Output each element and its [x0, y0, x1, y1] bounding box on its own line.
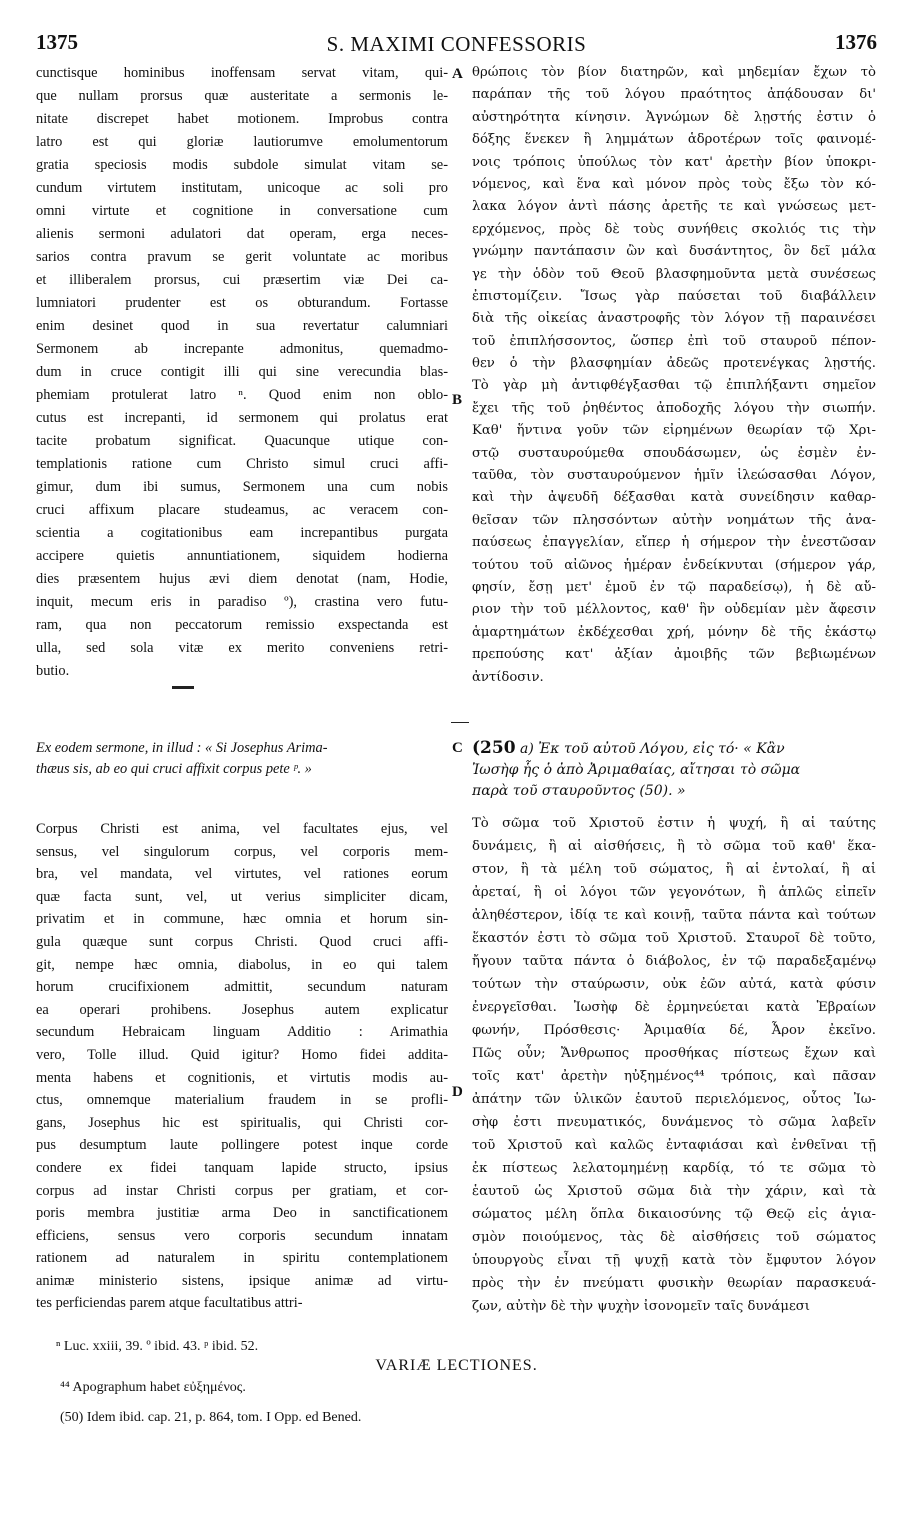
margin-marker-c: C	[452, 740, 463, 756]
text-line: ἑαυτοῦ ὡς Χριστοῦ σῶμα διὰ τὴν χάριν, καὶ τὰ	[472, 1184, 876, 1199]
greek-heading-line-2: Ἰωσὴφ ἧς ὁ ἀπὸ Ἀριμαθαίας, αἴτησαι τὸ σῶμα	[472, 762, 801, 778]
text-line: θρώποις τὸν βίον διατηρῶν, καὶ μηδεμίαν ἔχων τὸ	[472, 65, 876, 80]
text-line: cunctisque hominibus inoffensam servat vitam, qui-	[36, 65, 448, 81]
text-line: gula quæque sunt corpus Christi. Quod cruci affi-	[36, 933, 448, 950]
latin-heading-line-2: thæus sis, ab eo qui cruci affixit corpus pete ᵖ. »	[36, 761, 312, 777]
text-line: ἐπιστομίζειν. Ἴσως γὰρ παύσεται τοῦ διαβάλλειν	[472, 288, 876, 304]
latin-column-bottom	[36, 818, 448, 1315]
text-line: ἀπάτην τῶν ὑλικῶν ἑαυτοῦ περιελόμενος, οὗτος Ἰω-	[472, 1092, 876, 1107]
text-line: ἤγουν ταῦτα πάντα ὁ διάβολος, ἐν τῷ παραδεξαμένῳ	[472, 954, 876, 969]
text-line: privatim et in commune, hæc omnia et horum sin-	[36, 911, 448, 928]
text-line: πρὸς τὴν ἐν πνεύματι φυσικὴν θεωρίαν παρασκευά-	[472, 1276, 876, 1291]
text-line: scientia a cogitationibus eam increpantibus purgata	[36, 525, 448, 541]
text-line: ἁμαρτημάτων ἐκδέχεσθαι χρή, μόνην δὲ τῆς ἑκάστῳ	[472, 624, 876, 640]
text-line: enim desinet quod in sua revertatur calumniari	[36, 318, 448, 334]
text-line: αὐστηρότητα κίνησιν. Ἀγνώμων δὲ λῃστής ἐστιν ὁ	[472, 109, 876, 125]
text-line: horum crucifixionem admittit, secundum naturam	[36, 979, 448, 996]
text-line: bra, vel mandata, vel virtutes, vel rationes eorum	[36, 866, 448, 883]
text-line: ἀντίδοσιν.	[472, 669, 544, 685]
margin-marker-a: A	[452, 66, 463, 82]
text-line: alienis sermoni adulatori dat operam, erga neces-	[36, 226, 448, 242]
text-line: animæ ministerio sistens, ipsique animæ ad virtu-	[36, 1272, 448, 1289]
text-line: τοῦ Χριστοῦ καὶ καλῶς ἐνταφιάσαι καὶ ἐνθεῖναι τῇ	[472, 1138, 876, 1153]
text-line: τούτου τοῦ αἰῶνος ἡμέραν ἐνδείκνυται (σήμερον γάρ,	[472, 557, 876, 573]
end-mark	[172, 686, 194, 689]
text-line: que nullam prorsus quæ austeritate a sermonis le-	[36, 88, 448, 104]
text-line: ἐκ πίστεως λελατομημένῃ καρδίᾳ, τό τε σῶμα τὸ	[472, 1161, 876, 1176]
text-line: Τὸ σῶμα τοῦ Χριστοῦ ἐστιν ἡ ψυχή, ἢ αἱ ταύτης	[472, 816, 876, 831]
text-line: ctus, omnemque materialium fraudem in se profli-	[36, 1092, 448, 1109]
text-line: Corpus Christi est anima, vel facultates ejus, vel	[36, 821, 448, 837]
text-line: πρεπούσης κατ' ἀξίαν ἀμοιβῆς τῶν βεβιωμένων	[472, 647, 876, 663]
text-line: rationem ad naturalem in spiritu contemplationem	[36, 1250, 448, 1267]
latin-heading-line-1: Ex eodem sermone, in illud : « Si Josephus Arima-	[36, 740, 328, 756]
page-number-right: 1376	[835, 30, 877, 54]
text-line: παύσεως ἐπαγγελίαν, εἴπερ ἡ σήμερον τὴν ἐνεστῶσαν	[472, 535, 876, 551]
text-line: vero, Tolle illud. Quid igitur? Homo fidei addita-	[36, 1046, 448, 1063]
text-line: δόξης ἕνεκεν ἢ λημμάτων ἁδροτέρων τοῖς φαινομέ-	[472, 132, 876, 148]
text-line: ἔχει τῆς τοῦ ῥηθέντος ἀποδοχῆς λόγου τὴν σιωπήν.	[472, 400, 876, 416]
text-line: θεν ὁ τὴν βλασφημίαν ἀδεῶς προτενέγκας λῃστής.	[472, 356, 876, 372]
text-line: νοις τρόποις ὑπούλως τὸν κατ' ἀρετὴν βίον ὑποκρι-	[472, 154, 876, 170]
running-title: S. MAXIMI CONFESSORIS	[326, 32, 587, 56]
text-line: ἕκαστόν ἐστι τὸ σῶμα τοῦ Χριστοῦ. Σταυροῖ δὲ τοῦτο,	[472, 931, 876, 946]
variant-note-2: (50) Idem ibid. cap. 21, p. 864, tom. I Opp. ed Bened.	[60, 1410, 362, 1425]
text-line: sensus, vel singulorum corpus, vel corporis mem-	[36, 843, 448, 860]
text-line: φωνήν, Πρόσθεσις· Ἀριμαθία δέ, Ἆρον ἐκεῖνο.	[472, 1023, 876, 1038]
text-line: στῷ συσταυρούμεθα σπουδάσωμεν, ὡς ἐσμὲν ἐν-	[472, 445, 876, 461]
text-line: cruci affixum placare studeamus, ac veracem con-	[36, 502, 448, 518]
text-line: omni virtute et cognitione in conversatione cum	[36, 203, 448, 219]
text-line: dum in cruce contigit illi qui sine verecundia blas-	[36, 364, 448, 380]
text-line: νόμενος, καὶ ἕνα καὶ μόνον πρὸς τοὺς ἔξω τὸν κό-	[472, 176, 876, 192]
latin-column-top	[36, 62, 448, 683]
text-line: δυνάμεις, ἢ αἱ αἰσθήσεις, ἢ τὸ σῶμα τοῦ καθ' ἕκα-	[472, 839, 876, 854]
greek-column-top	[472, 62, 876, 689]
text-line: ἐνεργεῖσθαι. Ἰωσὴφ δὲ ἑρμηνεύεται κατὰ Ἑβραίων	[472, 1000, 876, 1015]
text-line: pus desumptum laute pollingere potest inque corde	[36, 1137, 448, 1154]
text-line: corpus ad instar Christi corpus per gratiam, et cor-	[36, 1182, 448, 1199]
text-line: efficiens, sensus vero corporis secundum innatam	[36, 1227, 448, 1244]
text-line: accipere quietis annuntiationem, siquidem hodierna	[36, 548, 448, 564]
text-line: ζων, αὐτὴν δὲ τὴν ψυχὴν ἰσονομεῖν ταῖς δυνάμεσι	[472, 1299, 810, 1314]
text-line: λακα λόγον ἀντὶ πάσης ἀρετῆς τε καὶ γνώσεως μετ-	[472, 199, 876, 215]
text-line: τούτων τὴν σταύρωσιν, οὐκ ἐῶν αὐτά, κατὰ φύσιν	[472, 977, 876, 992]
text-line: condere ex fidei tanquam lapide structo, ipsius	[36, 1159, 448, 1176]
text-line: Πῶς οὖν; Ἄνθρωπος προσθήκας πίστεως ἔχων καὶ	[472, 1046, 876, 1061]
text-line: nitate discrepet habet motionem. Improbus contra	[36, 111, 448, 127]
text-line: et illiberalem prorsus, cui præsertim viæ Dei ca-	[36, 272, 448, 288]
text-line: gans, Josephus hic est spiritualis, qui Christi cor-	[36, 1114, 448, 1131]
variae-lectiones-title: VARIÆ LECTIONES.	[375, 1357, 538, 1374]
text-line: σμὸν ποιούμενος, τὰς δὲ αἰσθήσεις τοῦ σώματος	[472, 1230, 876, 1245]
text-line: git, nempe hæc omnia, diabolus, in eo qui talem	[36, 956, 448, 973]
text-line: τοῦ ἐπιπλήσσοντος, ὥσπερ ἐπὶ τοῦ σταυροῦ πέπον-	[472, 333, 876, 349]
page-header	[0, 30, 913, 64]
text-line: καὶ τὴν ἀψευδῆ δέξασθαι κατὰ συνείδησιν καθαρ-	[472, 490, 876, 506]
text-line: latro est qui gloriæ lautiorumve emolumentorum	[36, 134, 448, 150]
variant-note-1: ⁴⁴ Apographum habet εὐξημένος.	[60, 1380, 246, 1395]
text-line: ulla, sed sola vitæ ex merito conveniens retri-	[36, 640, 448, 656]
text-line: θεῖσαν τῶν πλησσόντων αὐτὴν νοημάτων τῆς ἀνα-	[472, 512, 876, 528]
text-line: cutus est increpanti, id sermonem qui prolatus erat	[36, 410, 448, 426]
text-line: ταῦθα, τὸν συσταυρούμενον ἡμῖν ἱλεώσασθαι Λόγον,	[472, 468, 876, 484]
latin-section-heading	[36, 738, 448, 780]
text-line: ριον τὴν τοῦ μέλλοντος, καθ' ἣν οὐδεμίαν μὲν ἄφεσιν	[472, 602, 876, 618]
text-line: quæ facta sunt, vel, ut verius simpliciter dicam,	[36, 888, 448, 905]
text-line: τοῖς κατ' ἀρετὴν ηὐξημένος⁴⁴ τρόποις, καὶ πᾶσαν	[472, 1069, 876, 1084]
text-line: σώματος μέλη ὅπλα δικαιοσύνης τῷ Θεῷ εἰς ἁγια-	[472, 1207, 876, 1222]
text-line: lumniatori prudenter est os obturandum. Fortasse	[36, 295, 448, 311]
text-line: sarios contra pravum se gerit voluntate ac moribus	[36, 249, 448, 265]
page-number-left: 1375	[36, 30, 78, 54]
text-line: διὰ τῆς οἰκείας ἀναστροφῆς τὸν λόγον τῇ παραινέσει	[472, 311, 876, 327]
text-line: ram, qua non peccatorum remissio exspectanda est	[36, 617, 448, 633]
text-line: tes perficiendas parem atque facultatibus attri-	[36, 1295, 303, 1312]
text-line: φησίν, ἔσῃ μετ' ἐμοῦ ἐν τῷ παραδείσῳ), ἡ δὲ αὔ-	[472, 579, 876, 595]
margin-marker-d: D	[452, 1084, 463, 1100]
text-line: γε τὴν ὁδὸν τοῦ Θεοῦ βλασφημοῦντα μετὰ συνέσεως	[472, 266, 876, 282]
section-number: (250	[472, 738, 516, 758]
text-line: στον, ἢ τὰ μέλη τοῦ σώματος, ἢ αἱ ἐντολαί, ἢ αἱ	[472, 862, 876, 877]
text-line: Τὸ γὰρ μὴ ἀντιφθέγξασθαι τῷ ἐπιπλήξαντι σημεῖον	[472, 378, 876, 394]
text-line: γνώμην παντάπασιν ὢν καὶ δυσάντητος, ὃν δεῖ μάλα	[472, 244, 876, 260]
greek-heading-line-1: a) Ἐκ τοῦ αὐτοῦ Λόγου, εἰς τό· « Κἂν	[520, 741, 785, 757]
text-line: dies præsentem hujus ævi diem denotat (nam, Hodie,	[36, 571, 448, 587]
text-line: Καθ' ἥντινα γοῦν τῶν εἰρημένων θεωρίαν τῷ Χρι-	[472, 423, 876, 439]
text-line: menta habens et cognitionis, et virtutis modis au-	[36, 1069, 448, 1086]
text-line: σὴφ ἐστι πνευματικός, δυνάμενος τὸ σῶμα λαβεῖν	[472, 1115, 876, 1130]
text-line: ἀληθέστερον, ἰδίᾳ τε καὶ κοινῇ, ταῦτα πάντα καὶ τούτων	[472, 908, 876, 923]
text-line: gratia speciosis modis subdole simulat vitam se-	[36, 157, 448, 173]
text-line: ἀρεταί, ἢ οἱ λόγοι τῶν γεγονότων, ἢ ἁπλῶς εἰπεῖν	[472, 885, 876, 900]
text-line: ερχόμενος, πρὸς δὲ τοὺς συνήθεις σκολιός τις τὴν	[472, 221, 876, 237]
text-line: ea operari prohibens. Josephus autem explicatur	[36, 1001, 448, 1018]
text-line: ὑπουργοὺς εἶναι τῇ ψυχῇ κατὰ τὸν ἔμφυτον λόγον	[472, 1253, 876, 1268]
text-line: inquit, mecum eris in paradiso º), crastina vero futu-	[36, 594, 448, 610]
text-line: cundum virtutem institutam, unicoque ac soli pro	[36, 180, 448, 196]
text-line: Sermonem ab increpante admonitus, quemadmo-	[36, 341, 448, 357]
margin-marker-b: B	[452, 392, 463, 408]
text-line: poris membra justitiæ arma Deo in sanctificationem	[36, 1205, 448, 1222]
text-line: phemiam protulerat latro ⁿ. Quod enim non oblo-	[36, 387, 448, 403]
text-line: butio.	[36, 663, 70, 679]
text-line: secundum Hebraicam linguam Additio : Arimathia	[36, 1024, 448, 1041]
text-line: gimur, dum ibi sumus, Sermonem una cum nobis	[36, 479, 448, 495]
greek-heading-line-3: παρὰ τοῦ σταυροῦντος (50). »	[472, 783, 686, 799]
text-line: templationis ratione cum Christo simul cruci affi-	[36, 456, 448, 472]
text-line: παράπαν τῆς τοῦ λόγου πραότητος ἀπᾴδουσαν δι'	[472, 87, 876, 103]
greek-section-heading	[472, 738, 876, 802]
greek-column-bottom	[472, 812, 876, 1318]
section-rule	[451, 722, 469, 723]
text-line: tacite probatum significat. Quacunque utique con-	[36, 433, 448, 449]
footnote-references: ⁿ Luc. xxiii, 39. º ibid. 43. ᵖ ibid. 52.	[56, 1339, 259, 1354]
